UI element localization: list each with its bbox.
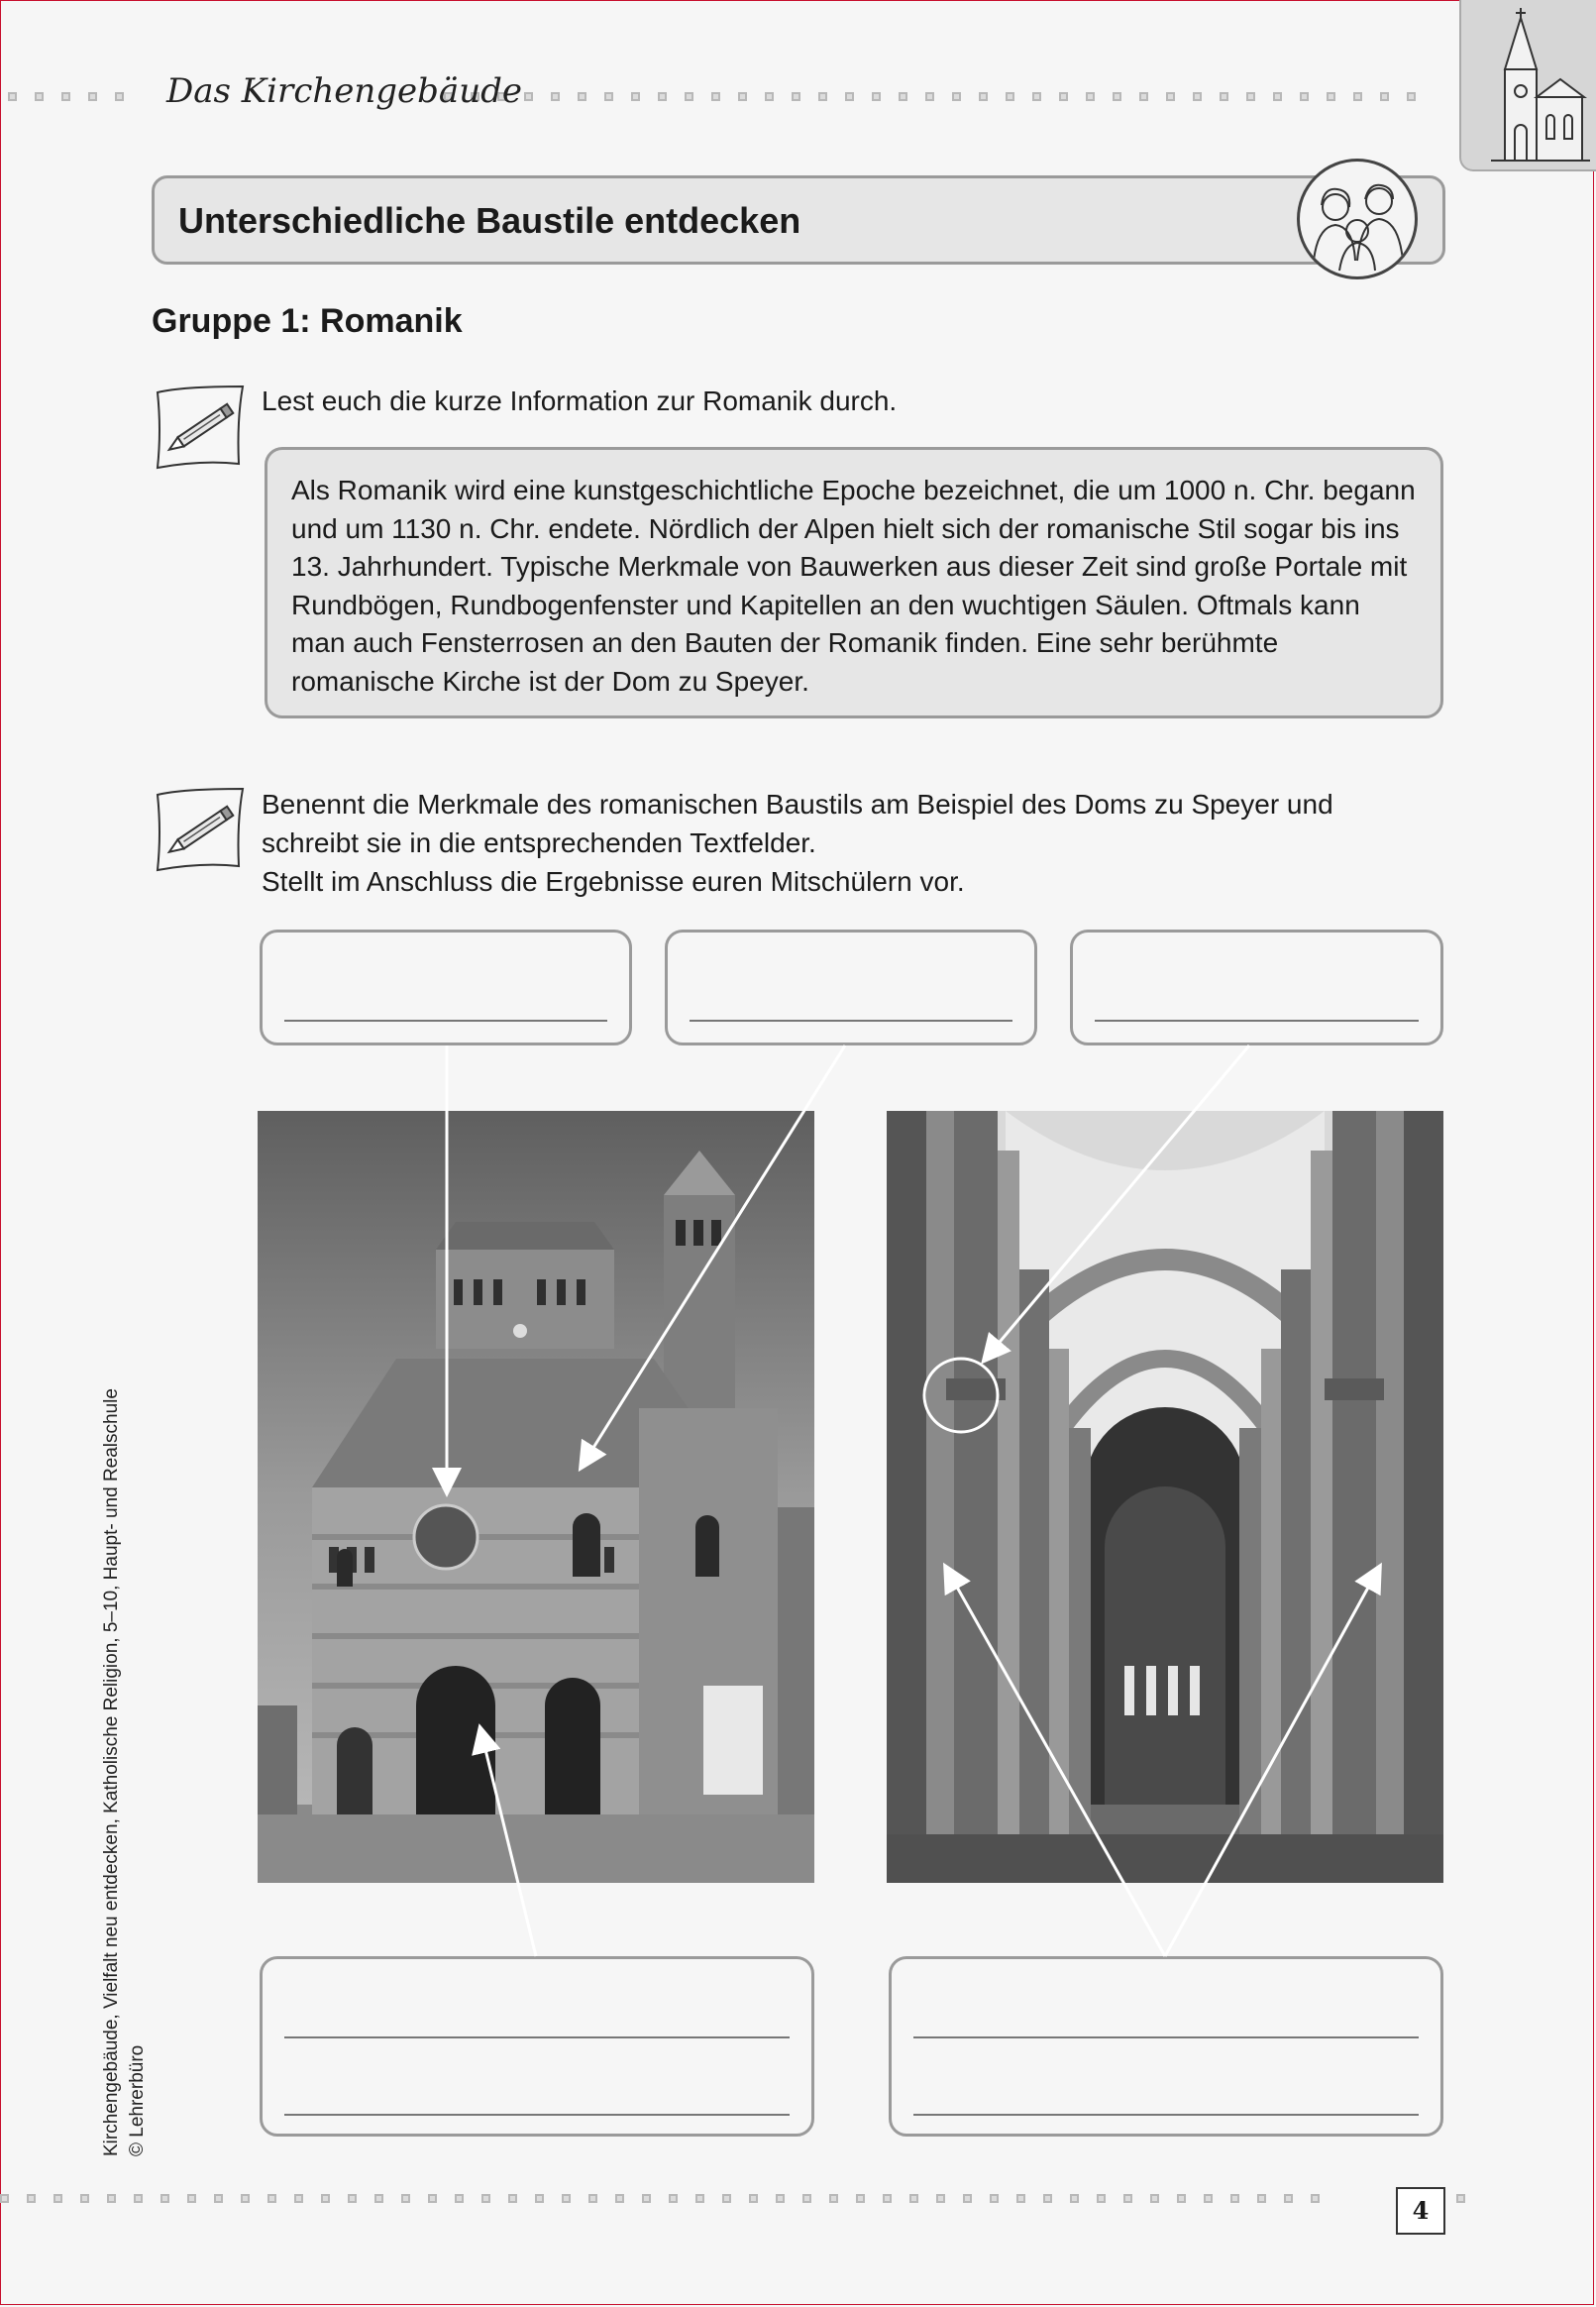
- task2-line3: Stellt im Anschluss die Ergebnisse euren Mitschülern vor.: [262, 866, 965, 897]
- arrow-kapitell: [985, 1045, 1249, 1360]
- bottom-dotted-rule: [0, 2192, 1320, 2204]
- bottom-dotted-rule-end: [1456, 2192, 1465, 2204]
- arrow-rundbogenfenster: [582, 1045, 845, 1467]
- header-title: Das Kirchengebäude: [166, 71, 522, 111]
- info-text: Als Romanik wird eine kunstgeschichtliche Epoche bezeichnet, die um 1000 n. Chr. begann und um 1130 n. Chr. endete. Nördlich der Alpen hielt sich der romanische Stil sogar bis ins 13. Jahrhundert. Typische Merkmale von Bauwerken aus dieser Zeit sind große Portale mit Rundbögen, Rundbogenfenster und Kapitellen an den wuchtigen Säulen. Oftmals kann man auch Fensterrosen an den Bauten der Romanik finden. Eine sehr berühmte romanische Kirche ist der Dom zu Speyer.: [291, 475, 1416, 697]
- credit-line-2: © Lehrerbüro: [127, 2044, 148, 2156]
- task1-instruction: Lest euch die kurze Information zur Romanik durch.: [262, 385, 898, 416]
- group-heading: Gruppe 1: Romanik: [152, 302, 463, 340]
- page-title: Unterschiedliche Baustile entdecken: [178, 200, 801, 241]
- credit-line-1: Kirchengebäude, Vielfalt neu entdecken, Katholische Religion, 5–10, Haupt- und Realschule: [101, 1388, 122, 2156]
- arrow-portal: [480, 1729, 536, 1956]
- page-number: 4: [1396, 2187, 1445, 2235]
- task2-line1: Benennt die Merkmale des romanischen Baustils am Beispiel des Doms zu Speyer und: [262, 789, 1333, 820]
- arrow-saeule-right: [1165, 1568, 1379, 1956]
- side-credit: [99, 1388, 151, 2156]
- arrow-saeule-left: [946, 1568, 1165, 1956]
- task2-line2: schreibt sie in die entsprechenden Textfelder.: [262, 827, 816, 858]
- kapitell-highlight-circle: [924, 1359, 998, 1432]
